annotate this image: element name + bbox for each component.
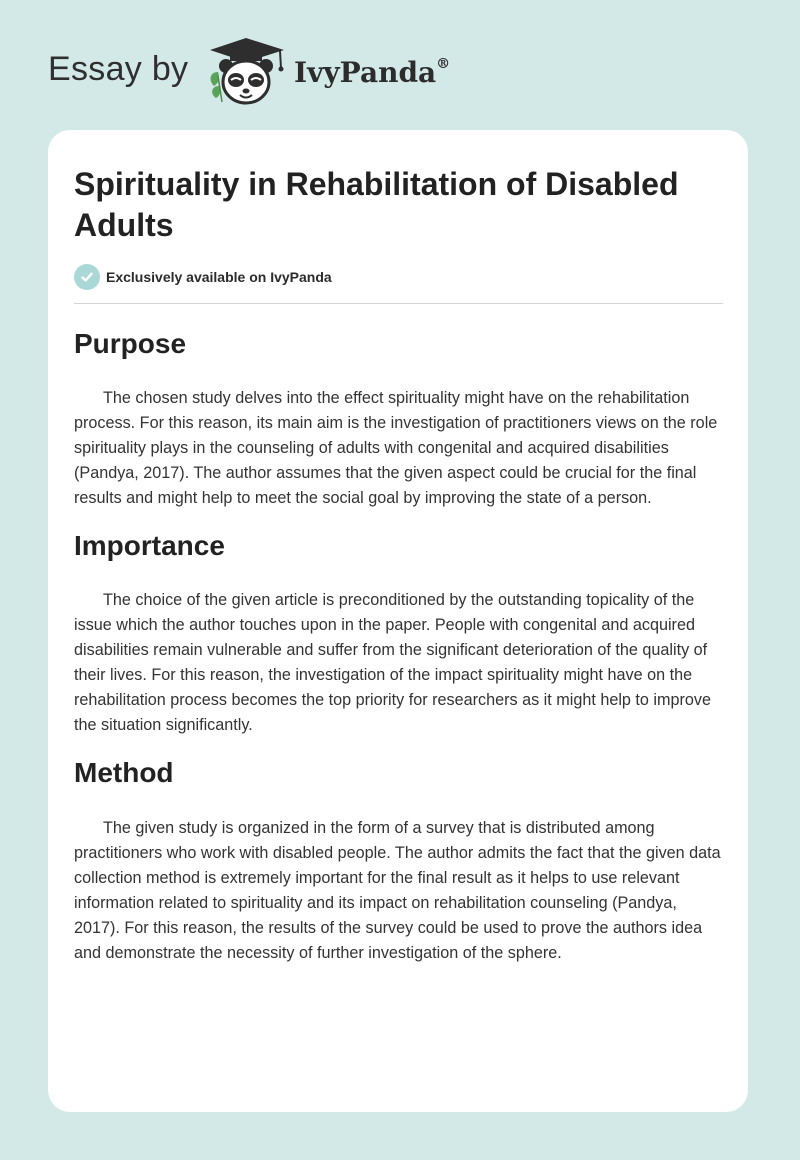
check-circle-icon (74, 264, 100, 290)
registered-mark: ® (436, 55, 451, 72)
exclusive-label: Exclusively available on IvyPanda (106, 269, 332, 285)
site-header (48, 36, 508, 108)
essay-by-label: Essay by (48, 50, 189, 88)
section-heading-importance: Importance (74, 530, 225, 561)
page-title: Spirituality in Rehabilitation of Disabled Adults (74, 166, 679, 243)
section-heading-method: Method (74, 757, 174, 788)
section-text-importance: The choice of the given article is preconditioned by the outstanding topicality of the issue which the author touches upon in the paper. People with congenital and acquired disabilities remain vulnerable and suffer from the significant deterioration of the quality of their lives. For this reason, the investigation of the impact spirituality might have on the rehabilitation process becomes the top priority for researchers as it might help to improve the situation significantly. (74, 591, 712, 734)
section-text-method: The given study is organized in the form of a survey that is distributed among practitioners who work with disabled people. The author admits the fact that the given data collection method is extremely important for the final result as it helps to use relevant information related to spirituality and its impact on rehabilitation counseling (Pandya, 2017). For this reason, the results of the survey could be used to prove the authors idea and demonstrate the necessity of further investigation of the sphere. (74, 819, 721, 962)
section-text-purpose: The chosen study delves into the effect spirituality might have on the rehabilitation process. For this reason, its main aim is the investigation of practitioners views on the role spirituality plays in the counseling of adults with congenital and acquired disabilities (Pandya, 2017). The author assumes that the given aspect could be crucial for the final results and might help to meet the social goal by improving the state of a person. (74, 389, 718, 507)
exclusive-badge (74, 263, 332, 291)
section-heading-purpose: Purpose (74, 328, 187, 359)
divider (74, 303, 723, 304)
brand-name[interactable]: IvyPanda® (294, 55, 451, 89)
essay-card (48, 130, 748, 1112)
panda-graduate-icon[interactable] (204, 36, 290, 108)
